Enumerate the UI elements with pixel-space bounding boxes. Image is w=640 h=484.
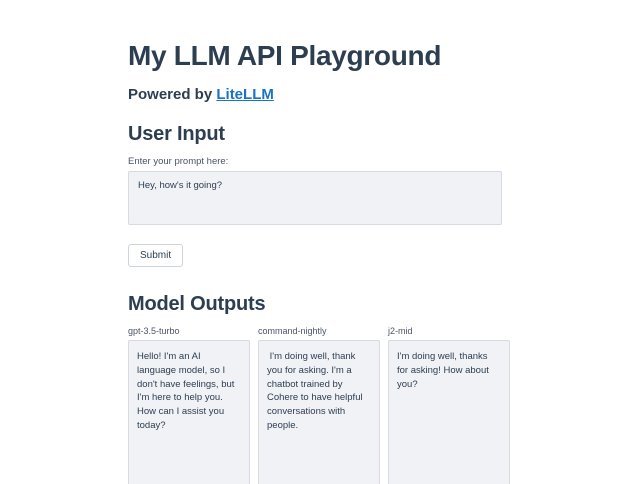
model-outputs-heading: Model Outputs [128,293,266,315]
model-name-label: gpt-3.5-turbo [128,326,180,336]
model-outputs-row [128,326,640,484]
model-output-text[interactable] [388,340,510,484]
powered-by-prefix: Powered by [128,86,217,103]
model-name-label: j2-mid [388,326,413,336]
page-title: My LLM API Playground [128,40,442,71]
output-column [258,326,380,484]
prompt-input[interactable] [128,171,502,225]
submit-row [128,244,640,267]
model-name-label: command-nightly [258,326,327,336]
litellm-link[interactable]: LiteLLM [216,86,274,103]
prompt-label: Enter your prompt here: [128,156,229,167]
powered-by-line [128,86,640,103]
output-column [128,326,250,484]
user-input-heading: User Input [128,123,225,145]
output-column [388,326,510,484]
model-output-text[interactable] [128,340,250,484]
model-output-text[interactable] [258,340,380,484]
submit-button[interactable]: Submit [128,244,183,267]
